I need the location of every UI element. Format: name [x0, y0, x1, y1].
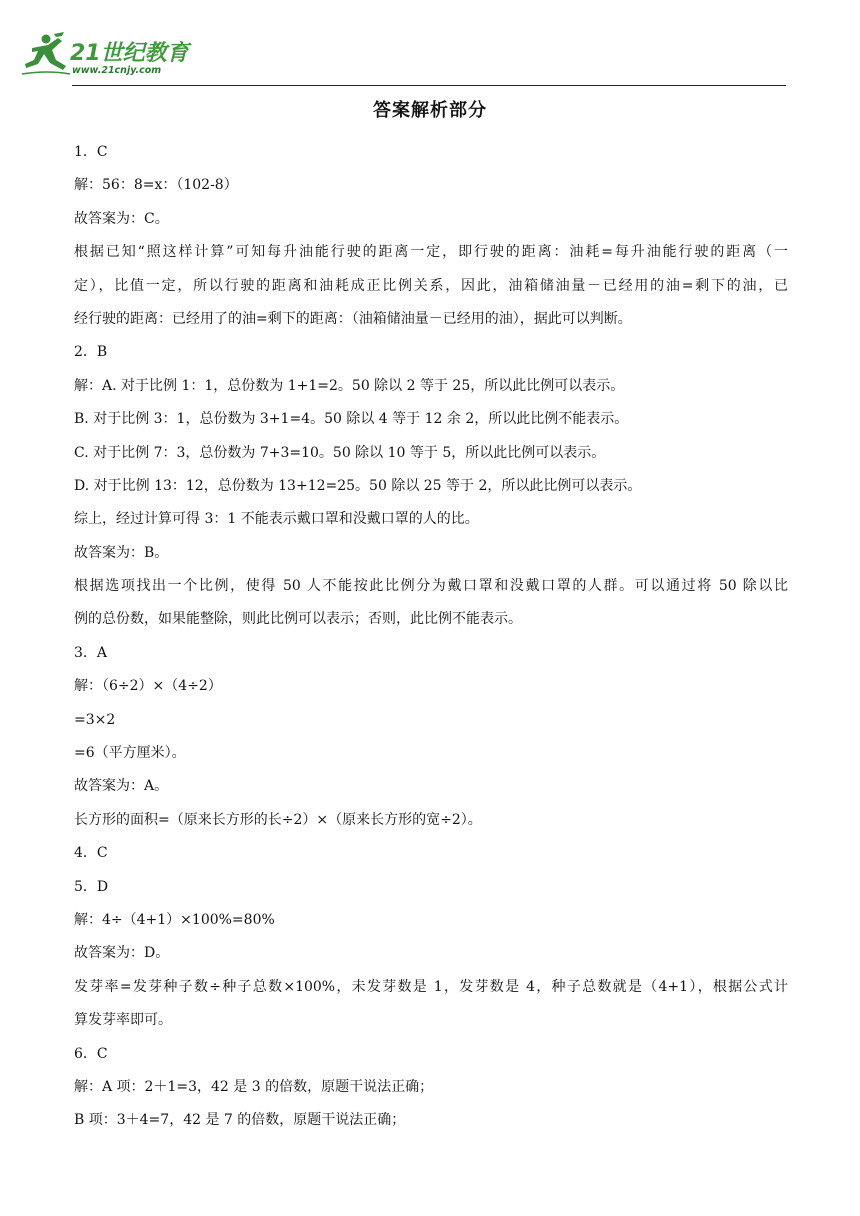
runner-icon: [25, 32, 66, 70]
text-line: 1．C: [74, 144, 108, 160]
text-line: C. 对于比例 7：3，总份数为 7+3=10。50 除以 10 等于 5，所以此比例可以表示。: [74, 444, 606, 461]
text-line: 发芽率=发芽种子数÷种子总数×100%，未发芽数是 1，发芽数是 4，种子总数就是（4+1），根据公式计: [74, 978, 788, 995]
text-line: 4．C: [74, 845, 108, 862]
text-line: 故答案为：A。: [74, 778, 169, 795]
header-divider: [72, 85, 786, 86]
text-line: 根据已知“照这样计算”可知每升油能行驶的距离一定，即行驶的距离：油耗=每升油能行驶的距离（一: [74, 244, 788, 261]
logo-url-text: www.21cnjy.com: [72, 65, 162, 76]
text-line: 5．D: [74, 878, 109, 895]
text-line: 例的总份数，如果能整除，则此比例可以表示；否则，此比例不能表示。: [74, 611, 522, 628]
text-line: B 项：3＋4=7，42 是 7 的倍数，原题干说法正确；: [74, 1112, 406, 1129]
text-line: 解：56：8=x：（102-8）: [74, 177, 238, 194]
text-line: =3×2: [74, 711, 116, 728]
text-line: 2．B: [74, 344, 108, 361]
text-line: 经行驶的距离：已经用了的油=剩下的距离：（油箱储油量－已经用的油），据此可以判断。: [74, 310, 632, 327]
text-line: B. 对于比例 3：1，总份数为 3+1=4。50 除以 4 等于 12 余 2，所以此比例不能表示。: [74, 411, 629, 428]
page-header: [0, 0, 860, 88]
text-line: 综上，经过计算可得 3：1 不能表示戴口罩和没戴口罩的人的比。: [74, 511, 479, 528]
text-line: 3．A: [74, 644, 108, 661]
text-line: 6．C: [74, 1045, 108, 1062]
text-line: 解：A. 对于比例 1：1，总份数为 1+1=2。50 除以 2 等于 25，所以此比例可以表示。: [74, 377, 625, 394]
text-line: 解：A 项：2＋1=3，42 是 3 的倍数，原题干说法正确；: [74, 1078, 434, 1095]
text-line: =6（平方厘米）。: [74, 745, 186, 762]
page-title: 答案解析部分: [373, 100, 487, 121]
text-line: 故答案为：C。: [74, 210, 169, 227]
text-line: 解：（6÷2）×（4÷2）: [74, 678, 222, 695]
text-line: 算发芽率即可。: [74, 1012, 172, 1029]
text-line: D. 对于比例 13：12，总份数为 13+12=25。50 除以 25 等于 2，所以此比例可以表示。: [74, 477, 642, 494]
text-line: 解：4÷（4+1）×100%=80%: [74, 911, 275, 928]
answer-content: [74, 136, 788, 1138]
logo-graphic: [18, 30, 198, 80]
logo-brand-text: 21世纪教育: [70, 41, 189, 66]
text-line: 长方形的面积=（原来长方形的长÷2）×（原来长方形的宽÷2）。: [74, 811, 482, 828]
text-line: 定），比值一定，所以行驶的距离和油耗成正比例关系，因此，油箱储油量－已经用的油=剩下的油，已: [74, 277, 788, 294]
text-line: 故答案为：D。: [74, 945, 170, 962]
text-line: 根据选项找出一个比例，使得 50 人不能按此比例分为戴口罩和没戴口罩的人群。可以通过将 50 除以比: [74, 578, 788, 595]
text-line: 故答案为：B。: [74, 544, 169, 561]
site-logo: [18, 30, 198, 80]
